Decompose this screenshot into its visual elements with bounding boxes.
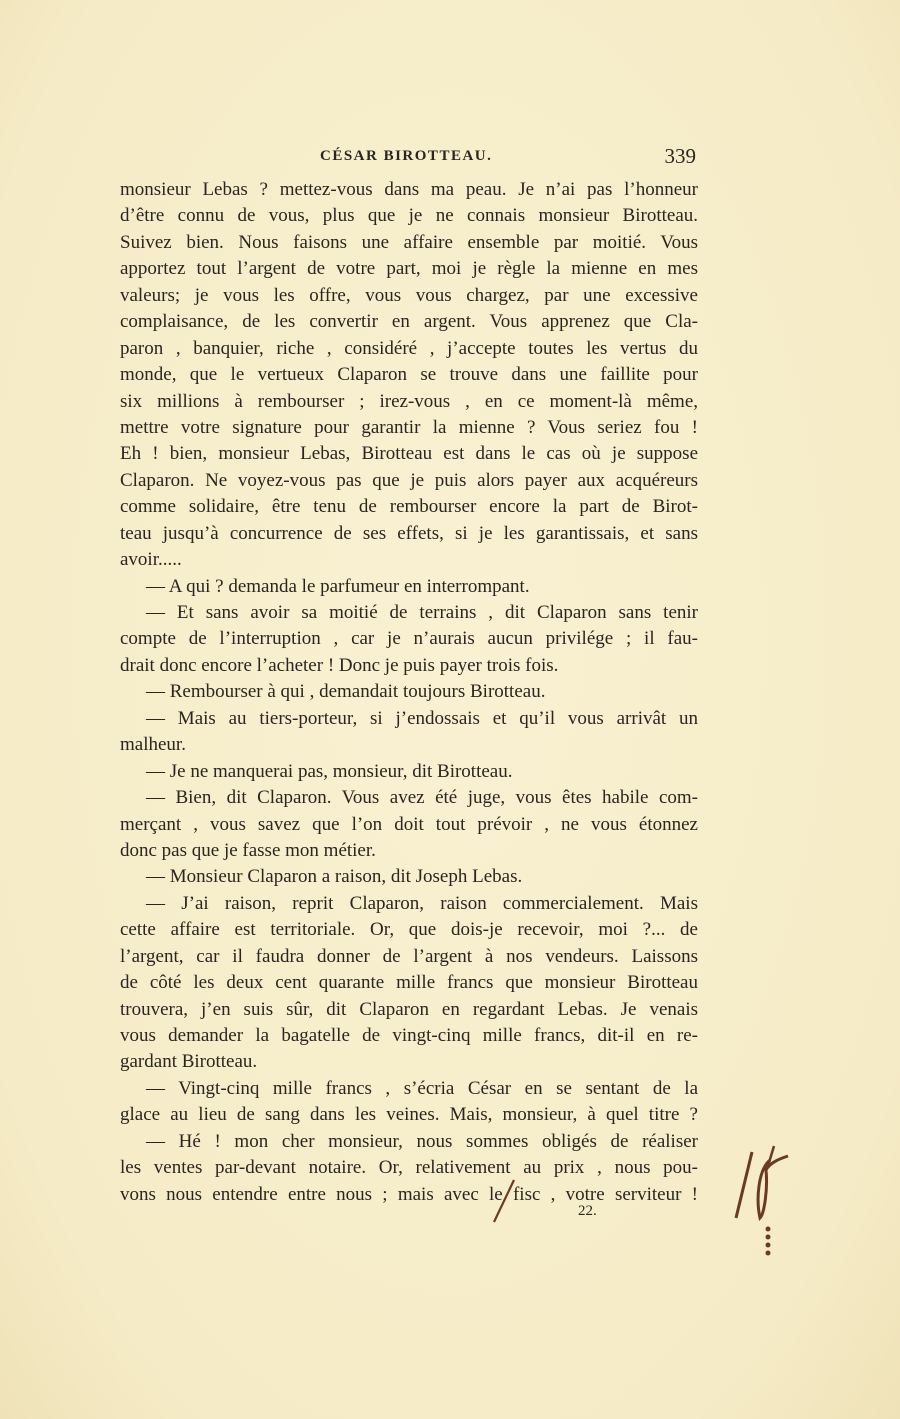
text-line: malheur. xyxy=(120,734,186,756)
text-line: mettre votre signature pour garantir la mienne ? Vous seriez fou ! xyxy=(120,416,698,438)
text-line: Claparon. Ne voyez-vous pas que je puis alors payer aux acquéreurs xyxy=(120,469,698,491)
text-line: comme solidaire, être tenu de rembourser encore la part de Birot- xyxy=(120,496,698,518)
text-line: merçant , vous savez que l’on doit tout prévoir , ne vous étonnez xyxy=(120,813,698,835)
text-line: donc pas que je fasse mon métier. xyxy=(120,839,376,861)
text-line: six millions à rembourser ; irez-vous , en ce moment-là même, xyxy=(120,390,698,412)
text-line: valeurs; je vous les offre, vous vous chargez, par une excessive xyxy=(120,284,698,306)
pen-stroke-mark xyxy=(484,1176,524,1226)
text-line: vons nous entendre entre nous ; mais avec le fisc , votre serviteur ! xyxy=(120,1183,698,1205)
text-line: gardant Birotteau. xyxy=(120,1051,258,1073)
running-header xyxy=(120,144,696,170)
text-line: — A qui ? demanda le parfumeur en interrompant. xyxy=(146,575,530,597)
text-line: vous demander la bagatelle de vingt-cinq mille francs, dit-il en re- xyxy=(120,1025,698,1046)
text-line: teau jusqu’à concurrence de ses effets, si je les garantissais, et sans xyxy=(120,522,698,544)
text-line: de côté les deux cent quarante mille francs que monsieur Birotteau xyxy=(120,972,698,994)
text-line: drait donc encore l’acheter ! Donc je puis payer trois fois. xyxy=(120,654,559,676)
handwritten-folio-number xyxy=(730,1140,820,1270)
text-line: — Et sans avoir sa moitié de terrains , dit Claparon sans tenir xyxy=(146,602,698,623)
text-line: glace au lieu de sang dans les veines. Mais, monsieur, à quel titre ? xyxy=(120,1104,698,1126)
text-line: complaisance, de les convertir en argent. Vous apprenez que Cla- xyxy=(120,311,698,333)
text-line: d’être connu de vous, plus que je ne connais monsieur Birotteau. xyxy=(120,205,698,227)
text-line: monsieur Lebas ? mettez-vous dans ma peau. Je n’ai pas l’honneur xyxy=(120,179,698,200)
text-line: — Monsieur Claparon a raison, dit Joseph Lebas. xyxy=(146,866,523,888)
text-line: monde, que le vertueux Claparon se trouve dans une faillite pour xyxy=(120,364,698,386)
text-line: cette affaire est territoriale. Or, que dois-je recevoir, moi ?... de xyxy=(120,919,698,941)
body-text xyxy=(120,177,698,1208)
text-line: — Je ne manquerai pas, monsieur, dit Birotteau. xyxy=(146,760,513,782)
text-line: compte de l’interruption , car je n’aurais aucun privilége ; il fau- xyxy=(120,628,698,650)
text-line: — Mais au tiers-porteur, si j’endossais et qu’il vous arrivât un xyxy=(146,707,698,729)
text-line: — Vingt-cinq mille francs , s’écria César en se sentant de la xyxy=(146,1077,698,1099)
text-line: Eh ! bien, monsieur Lebas, Birotteau est dans le cas où je suppose xyxy=(120,443,698,465)
text-line: apportez tout l’argent de votre part, moi je règle la mienne en mes xyxy=(120,258,698,280)
text-line: paron , banquier, riche , considéré , j’accepte toutes les vertus du xyxy=(120,337,698,359)
text-line: avoir..... xyxy=(120,549,182,571)
text-line: Suivez bien. Nous faisons une affaire ensemble par moitié. Vous xyxy=(120,231,698,253)
text-line: l’argent, car il faudra donner de l’argent à nos vendeurs. Laissons xyxy=(120,945,698,967)
text-line: — Rembourser à qui , demandait toujours Birotteau. xyxy=(146,681,546,703)
text-line: — J’ai raison, reprit Claparon, raison commercialement. Mais xyxy=(146,892,698,914)
text-line: trouvera, j’en suis sûr, dit Claparon en regardant Lebas. Je venais xyxy=(120,998,698,1020)
running-title: CÉSAR BIROTTEAU. xyxy=(320,148,493,164)
text-line: les ventes par-devant notaire. Or, relativement au prix , nous pou- xyxy=(120,1157,698,1179)
signature-mark: 22. xyxy=(578,1203,597,1219)
page-number: 339 xyxy=(664,144,696,168)
text-line: — Hé ! mon cher monsieur, nous sommes obligés de réaliser xyxy=(146,1130,698,1152)
text-line: — Bien, dit Claparon. Vous avez été juge, vous êtes habile com- xyxy=(146,787,698,809)
